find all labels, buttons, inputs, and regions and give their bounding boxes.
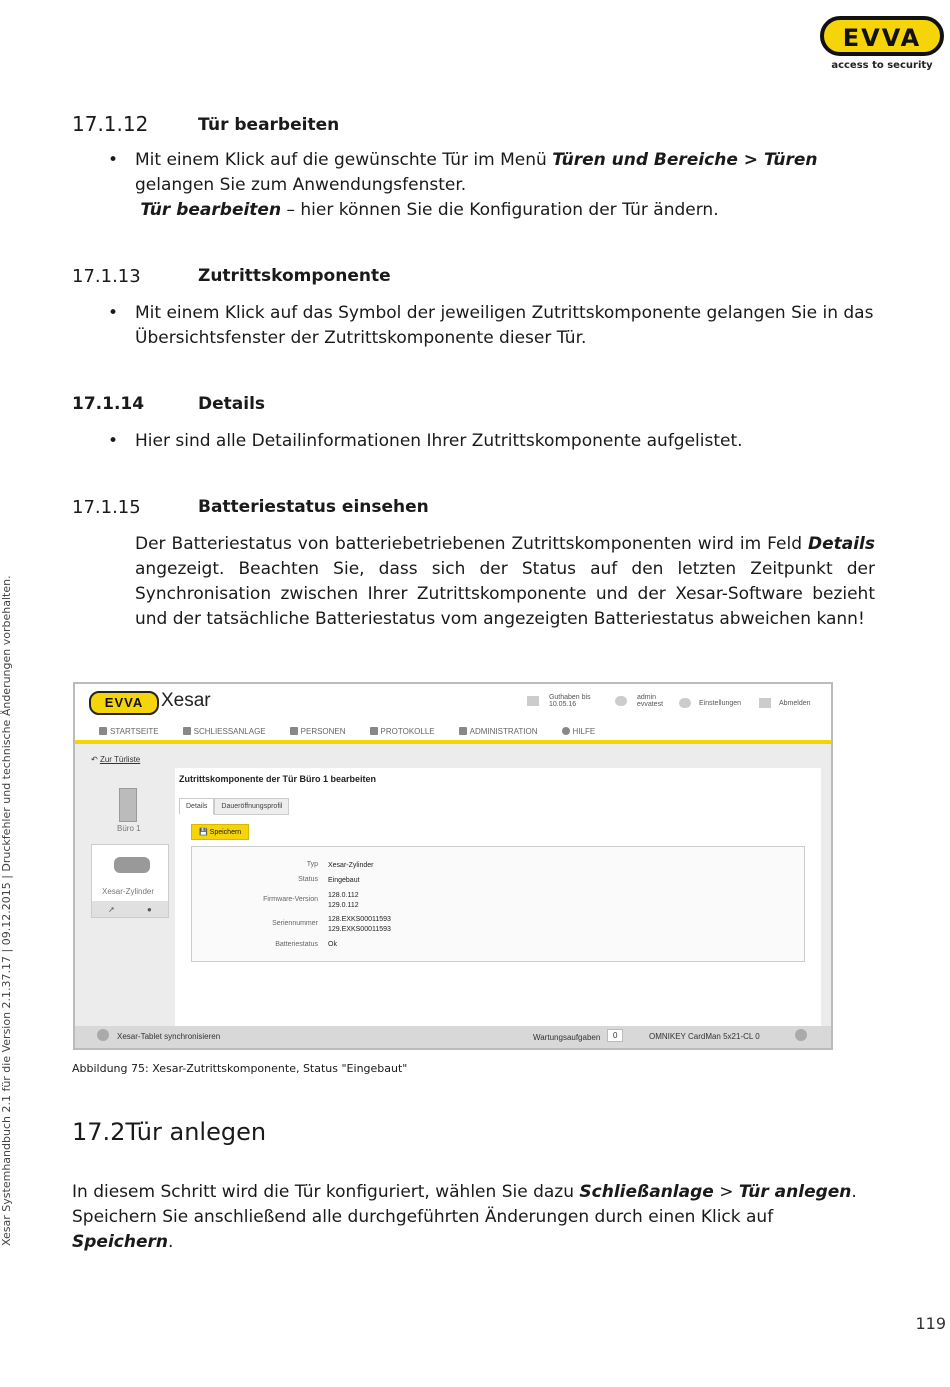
nav-item-startseite[interactable]: STARTSEITE xyxy=(99,727,159,736)
body-paragraph: Der Batteriestatus von batteriebetriebenen Zutrittskomponenten wird im Feld Details angezeigt. Beachten Sie, dass sich der Status auf den letzten Zeitpunkt der Synchronisation zwischen Ihrer Zutrittskomponente und der Xesar-Software bezieht und der tatsächliche Batteriestatus vom angezeigten Batteriestatus abweichen kann! xyxy=(135,534,875,629)
figure-caption: Abbildung 75: Xesar-Zutrittskomponente, Status "Eingebaut" xyxy=(72,1062,408,1075)
nav-item-hilfe[interactable]: HILFE xyxy=(562,727,596,736)
home-icon xyxy=(99,727,107,735)
help-icon xyxy=(562,727,570,735)
sync-button[interactable]: Xesar-Tablet synchronisieren xyxy=(117,1032,221,1041)
reader-icon[interactable] xyxy=(795,1029,807,1041)
evva-logo xyxy=(820,16,944,72)
nav-item-protokolle[interactable]: PROTOKOLLE xyxy=(370,727,435,736)
bullet-dot: • xyxy=(108,150,119,170)
user-menu[interactable]: admin evvatest xyxy=(615,694,663,708)
people-icon xyxy=(290,727,298,735)
tab-details[interactable]: Details xyxy=(179,798,214,815)
edit-icon[interactable]: ➚ xyxy=(108,904,115,914)
user-icon xyxy=(615,696,627,706)
section-number: 17.1.13 xyxy=(72,266,141,287)
lock-icon xyxy=(183,727,191,735)
gear-icon xyxy=(679,698,691,708)
nav-item-administration[interactable]: ADMINISTRATION xyxy=(459,727,538,736)
door-label: Büro 1 xyxy=(117,824,141,833)
back-to-door-list-link[interactable]: ↶ Zur Türliste xyxy=(91,755,141,764)
document-icon xyxy=(370,727,378,735)
section-number: 17.1.15 xyxy=(72,497,141,518)
tasks-count[interactable]: 0 xyxy=(607,1029,623,1042)
section-number: 17.1.12 xyxy=(72,112,149,136)
page-number: 119 xyxy=(915,1314,946,1333)
tasks-label: Wartungsaufgaben xyxy=(533,1033,601,1042)
bullet-item xyxy=(108,301,888,351)
component-label: Xesar-Zylinder xyxy=(102,887,155,896)
bullet-text: Hier sind alle Detailinformationen Ihrer Zutrittskomponente aufgelistet. xyxy=(135,431,743,451)
delete-icon[interactable]: ● xyxy=(147,904,152,914)
tab-bar xyxy=(179,798,289,815)
credit-icon xyxy=(527,696,539,706)
logo-tagline: access to security xyxy=(831,60,933,71)
section-title: Tür bearbeiten xyxy=(198,115,340,135)
bullet-item xyxy=(108,148,888,223)
sidebar-note: Xesar Systemhandbuch 2.1 für die Version 2.1.37.17 | 09.12.2015 | Druckfehler und technische Änderungen vorbehalten. xyxy=(0,575,13,1246)
details-box: Typ Xesar-Zylinder Status Eingebaut Firmware-Version 128.0.112 129.0.112 Seriennummer 128.EXKS00011593 129.EXKS00011593 Batteriestatus Ok xyxy=(191,846,805,962)
section-number: 17.1.14 xyxy=(72,394,145,414)
bullet-text: Mit einem Klick auf das Symbol der jeweiligen Zutrittskomponente gelangen Sie in das Übersichtsfenster der Zutrittskomponente dieser Tür. xyxy=(135,303,874,348)
cylinder-icon xyxy=(114,857,150,873)
edit-panel xyxy=(175,768,821,1030)
accent-line xyxy=(75,740,831,744)
credit-info: Guthaben bis 10.05.16 xyxy=(527,694,591,708)
logo-brand: EVVA xyxy=(842,24,922,52)
app-header xyxy=(75,684,831,722)
component-card[interactable] xyxy=(91,844,169,918)
bullet-text: Mit einem Klick auf die gewünschte Tür im Menü Türen und Bereiche > Türen gelangen Sie zum Anwendungsfenster. Tür bearbeiten – hier können Sie die Konfiguration der Tür ändern. xyxy=(135,150,818,220)
logout-icon xyxy=(759,698,771,708)
logout-button[interactable]: Abmelden xyxy=(759,698,811,708)
section-heading xyxy=(72,112,339,136)
bullet-item xyxy=(108,429,888,454)
admin-icon xyxy=(459,727,467,735)
section-heading xyxy=(72,497,429,518)
section-heading xyxy=(72,394,265,414)
body-paragraph: In diesem Schritt wird die Tür konfiguriert, wählen Sie dazu Schließanlage > Tür anlegen. Speichern Sie anschließend alle durchgeführten Änderungen durch einen Klick auf Speichern. xyxy=(72,1182,857,1252)
tab-dauer[interactable]: Daueröffnungsprofil xyxy=(214,798,289,815)
door-icon[interactable] xyxy=(119,788,137,822)
section-title: Zutrittskomponente xyxy=(198,266,391,286)
section-title: Details xyxy=(198,394,266,414)
main-nav xyxy=(75,722,831,740)
bullet-dot: • xyxy=(108,303,119,323)
bullet-dot: • xyxy=(108,431,119,451)
section-heading xyxy=(72,266,391,287)
panel-title: Zutrittskomponente der Tür Büro 1 bearbeiten xyxy=(179,774,377,784)
settings-button[interactable]: Einstellungen xyxy=(679,698,741,708)
component-actions xyxy=(92,901,168,917)
save-button[interactable]: 💾 Speichern xyxy=(191,824,249,840)
section-title: Batteriestatus einsehen xyxy=(198,497,429,517)
nav-item-personen[interactable]: PERSONEN xyxy=(290,727,346,736)
app-logo: EVVA xyxy=(89,691,159,715)
app-screenshot xyxy=(73,682,833,1050)
status-bar xyxy=(75,1026,831,1048)
reader-label: OMNIKEY CardMan 5x21-CL 0 xyxy=(649,1032,760,1041)
chapter-heading: 17.2Tür anlegen xyxy=(72,1118,267,1146)
app-name: Xesar xyxy=(161,690,211,711)
nav-item-schliessanlage[interactable]: SCHLIESSANLAGE xyxy=(183,727,266,736)
sync-icon xyxy=(97,1029,109,1041)
